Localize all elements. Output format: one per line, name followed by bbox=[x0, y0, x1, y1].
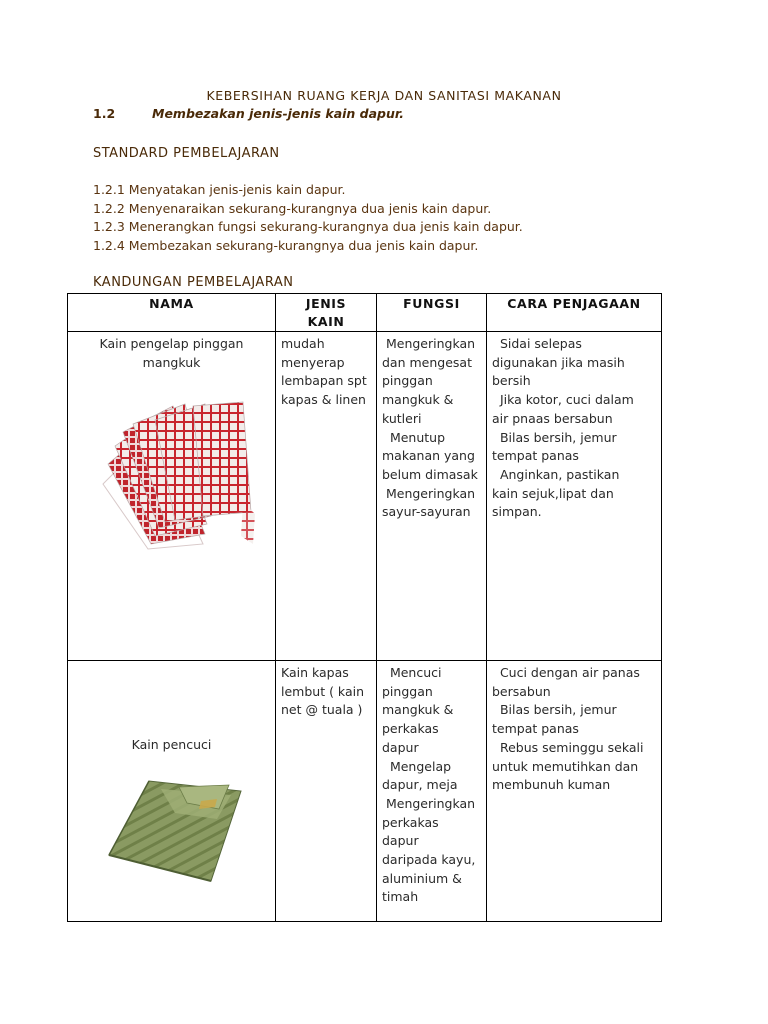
cara-line: Anginkan, pastikan bbox=[492, 466, 620, 482]
fungsi-line: Mengeringkan bbox=[382, 336, 476, 351]
fungsi-line: mangkuk & bbox=[382, 392, 454, 408]
cara-line: membunuh kuman bbox=[492, 777, 611, 793]
nama-label: Kain pencuci bbox=[131, 737, 212, 752]
fungsi-line: sayur-sayuran bbox=[382, 504, 471, 520]
page-title: KEBERSIHAN RUANG KERJA DAN SANITASI MAKANAN bbox=[206, 88, 562, 103]
jenis-line: mudah bbox=[281, 336, 325, 351]
cara-line: bersih bbox=[492, 373, 531, 389]
standard-list bbox=[93, 181, 523, 256]
fungsi-line: Mengelap bbox=[382, 758, 452, 774]
table-header-row bbox=[68, 294, 662, 332]
column-header-jenis-label: JENIS KAIN bbox=[305, 296, 347, 329]
cell-fungsi bbox=[377, 332, 487, 661]
standard-heading: STANDARD PEMBELAJARAN bbox=[93, 146, 280, 161]
checkered-towels-image bbox=[93, 394, 258, 563]
cara-line: air pnaas bersabun bbox=[492, 410, 613, 426]
cell-jenis bbox=[276, 661, 377, 922]
fungsi-line: daripada kayu, bbox=[382, 852, 476, 868]
cara-line: Rebus seminggu sekali bbox=[492, 739, 644, 755]
standard-item: 1.2.3 Menerangkan fungsi sekurang-kurangnya dua jenis kain dapur. bbox=[93, 219, 523, 235]
cara-line: digunakan jika masih bbox=[492, 354, 625, 370]
column-header-jenis bbox=[276, 294, 377, 332]
fungsi-line: Mengeringkan bbox=[382, 795, 476, 811]
cara-line: Bilas bersih, jemur bbox=[492, 702, 617, 718]
green-cloth-image bbox=[101, 769, 251, 893]
fungsi-line: aluminium & bbox=[382, 870, 462, 886]
cara-line: tempat panas bbox=[492, 721, 579, 737]
cara-line: kain sejuk,lipat dan bbox=[492, 485, 614, 501]
fungsi-line: pinggan bbox=[382, 683, 433, 699]
cell-nama bbox=[68, 332, 276, 661]
standard-item: 1.2.1 Menyatakan jenis-jenis kain dapur. bbox=[93, 182, 346, 197]
jenis-line: Kain kapas bbox=[281, 665, 349, 680]
fungsi-line: pinggan bbox=[382, 373, 433, 389]
fungsi-line: perkakas bbox=[382, 721, 439, 737]
fungsi-line: belum dimasak bbox=[382, 466, 478, 482]
jenis-line: lembapan spt bbox=[281, 373, 367, 389]
nama-label: Kain pengelap pinggan mangkuk bbox=[99, 336, 244, 370]
cell-nama bbox=[68, 661, 276, 922]
cara-line: Jika kotor, cuci dalam bbox=[492, 392, 634, 408]
cell-jenis bbox=[276, 332, 377, 661]
column-header-nama: NAMA bbox=[68, 294, 276, 332]
cara-line: Cuci dengan air panas bbox=[492, 665, 640, 680]
cara-line: tempat panas bbox=[492, 448, 579, 464]
fungsi-line: kutleri bbox=[382, 410, 422, 426]
fungsi-line: Mengeringkan bbox=[382, 485, 476, 501]
column-header-fungsi: FUNGSI bbox=[377, 294, 487, 332]
jenis-line: kapas & linen bbox=[281, 392, 366, 408]
fungsi-line: dapur bbox=[382, 833, 419, 849]
cell-cara bbox=[487, 332, 662, 661]
fungsi-line: dapur, meja bbox=[382, 777, 458, 793]
jenis-line: lembut ( kain bbox=[281, 683, 364, 699]
fungsi-line: timah bbox=[382, 889, 419, 905]
content-heading: KANDUNGAN PEMBELAJARAN bbox=[93, 275, 294, 290]
fungsi-line: mangkuk & bbox=[382, 702, 454, 718]
cell-fungsi bbox=[377, 661, 487, 922]
fungsi-line: dapur bbox=[382, 739, 419, 755]
fungsi-line: makanan yang bbox=[382, 448, 475, 464]
jenis-line: menyerap bbox=[281, 354, 345, 370]
cell-cara bbox=[487, 661, 662, 922]
fungsi-line: Mencuci bbox=[382, 665, 442, 680]
standard-item: 1.2.2 Menyenaraikan sekurang-kurangnya dua jenis kain dapur. bbox=[93, 200, 492, 216]
fungsi-line: dan mengesat bbox=[382, 354, 472, 370]
cara-line: Bilas bersih, jemur bbox=[492, 429, 617, 445]
section-number: 1.2 bbox=[93, 106, 116, 121]
standard-item: 1.2.4 Membezakan sekurang-kurangnya dua jenis kain dapur. bbox=[93, 238, 479, 254]
cara-line: Sidai selepas bbox=[492, 336, 582, 351]
table-row bbox=[68, 332, 662, 661]
cara-line: simpan. bbox=[492, 504, 542, 520]
cara-line: bersabun bbox=[492, 683, 551, 699]
section-title: Membezakan jenis-jenis kain dapur. bbox=[152, 106, 405, 121]
column-header-cara: CARA PENJAGAAN bbox=[487, 294, 662, 332]
table-row bbox=[68, 661, 662, 922]
jenis-line: net @ tuala ) bbox=[281, 702, 363, 718]
content-table bbox=[67, 293, 662, 922]
fungsi-line: perkakas bbox=[382, 814, 439, 830]
cara-line: untuk memutihkan dan bbox=[492, 758, 639, 774]
fungsi-line: Menutup bbox=[382, 429, 446, 445]
